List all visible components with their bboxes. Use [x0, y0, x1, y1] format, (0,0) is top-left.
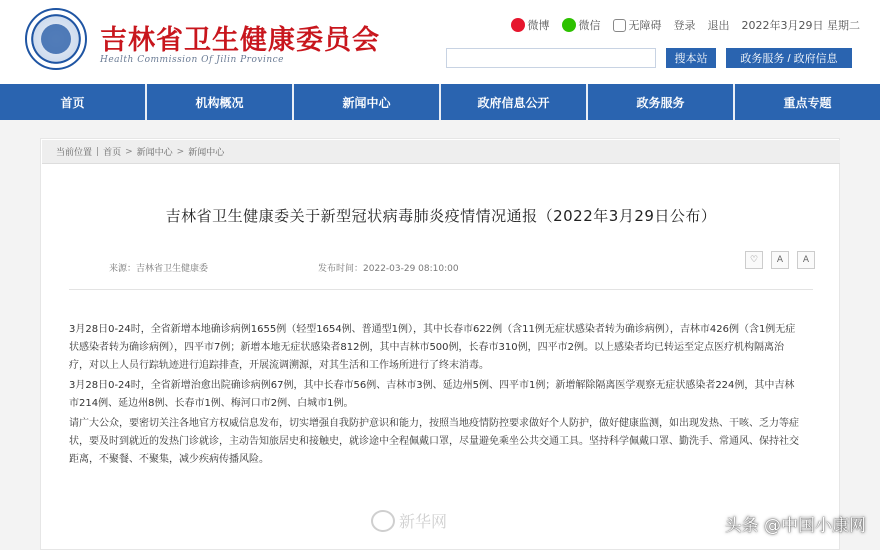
nav-item-news[interactable]: 新闻中心: [294, 84, 441, 120]
nav-item-about[interactable]: 机构概况: [147, 84, 294, 120]
wechat-link[interactable]: [562, 17, 601, 33]
site-title[interactable]: 吉林省卫生健康委员会: [100, 25, 380, 56]
wechat-label: 微信: [578, 19, 601, 32]
article-time: 发布时间：2022-03-29 08:10:00: [318, 264, 459, 274]
site-subtitle: Health Commission Of Jilin Province: [100, 55, 285, 65]
article-paragraph: 3月28日0-24时，全省新增治愈出院确诊病例67例，其中长春市56例、吉林市3例、延边州5例、四平市1例；新增解除隔离医学观察无症状感染者224例，其中吉林市214例、延边州8例、长春市1例、梅河口市2例、白城市1例。: [69, 380, 795, 409]
weibo-label: 微博: [527, 19, 550, 32]
divider: [69, 289, 813, 290]
article-tools: [745, 251, 815, 269]
breadcrumb: [42, 140, 840, 164]
nav-item-info-disclosure[interactable]: 政府信息公开: [441, 84, 588, 120]
site-header: [0, 0, 880, 84]
search-button[interactable]: 搜本站: [666, 48, 716, 68]
weibo-link[interactable]: [511, 17, 550, 33]
article-panel: [40, 138, 840, 550]
breadcrumb-current[interactable]: 新闻中心: [188, 148, 225, 158]
font-larger-icon[interactable]: A: [797, 251, 815, 269]
logo-inner-icon: [41, 24, 71, 54]
service-button[interactable]: 政务服务 / 政府信息: [726, 48, 852, 68]
top-links: [511, 17, 861, 33]
wechat-icon: [562, 18, 576, 32]
watermark-logo-icon: [371, 510, 395, 532]
article-source: 来源：吉林省卫生健康委: [109, 264, 209, 274]
site-logo-emblem[interactable]: [25, 8, 87, 70]
breadcrumb-separator: >: [176, 146, 185, 157]
font-smaller-icon[interactable]: A: [771, 251, 789, 269]
favorite-icon[interactable]: ♡: [745, 251, 763, 269]
accessibility-label: 无障碍: [628, 19, 662, 32]
current-date: 2022年3月29日 星期二: [741, 19, 860, 32]
search-input[interactable]: [446, 48, 656, 68]
article-title: 吉林省卫生健康委关于新型冠状病毒肺炎疫情情况通报（2022年3月29日公布）: [165, 207, 717, 225]
article-meta: [109, 261, 459, 274]
article-paragraph: 请广大公众，要密切关注各地官方权威信息发布，切实增强自我防护意识和能力，按照当地疫情防控要求做好个人防护，做好健康监测，如出现发热、干咳、乏力等症状，要及时到就近的发热门诊就诊，主动告知旅居史和接触史，就诊途中全程佩戴口罩，尽量避免乘坐公共交通工具。坚持科学佩戴口罩、勤洗手、常通风、保持社交距离，不聚餐、不聚集，减少疾病传播风险。: [69, 418, 799, 465]
breadcrumb-home[interactable]: 首页: [103, 148, 122, 158]
accessibility-icon: [613, 19, 626, 32]
breadcrumb-label: 当前位置: [56, 148, 93, 158]
login-link[interactable]: 登录: [673, 19, 696, 32]
exit-link[interactable]: 退出: [707, 19, 730, 32]
xinhua-watermark: [371, 509, 447, 532]
breadcrumb-separator: >: [125, 146, 133, 157]
search-row: [446, 48, 852, 68]
overlay-brand-watermark: 头条 @中国小康网: [724, 516, 866, 536]
weibo-icon: [511, 18, 525, 32]
watermark-text: 新华网: [399, 512, 448, 531]
main-nav: [0, 84, 880, 120]
nav-item-services[interactable]: 政务服务: [588, 84, 735, 120]
accessibility-link[interactable]: [613, 17, 662, 33]
breadcrumb-separator: |: [96, 146, 100, 157]
nav-item-home[interactable]: 首页: [0, 84, 147, 120]
breadcrumb-news[interactable]: 新闻中心: [136, 148, 173, 158]
article-paragraph: 3月28日0-24时，全省新增本地确诊病例1655例（轻型1654例、普通型1例），其中长春市622例（含11例无症状感染者转为确诊病例），吉林市426例（含1例无症状感染者转为确诊病例），四平市7例；新增本地无症状感染者812例，其中吉林市500例，长春市310例，四平市2例。以上感染者均已转运至定点医疗机构隔离治疗，对以上人员行踪轨迹进行追踪排查，开展流调溯源，对其生活和工作场所进行了终末消毒。: [69, 324, 796, 371]
nav-item-topics[interactable]: 重点专题: [783, 95, 832, 110]
